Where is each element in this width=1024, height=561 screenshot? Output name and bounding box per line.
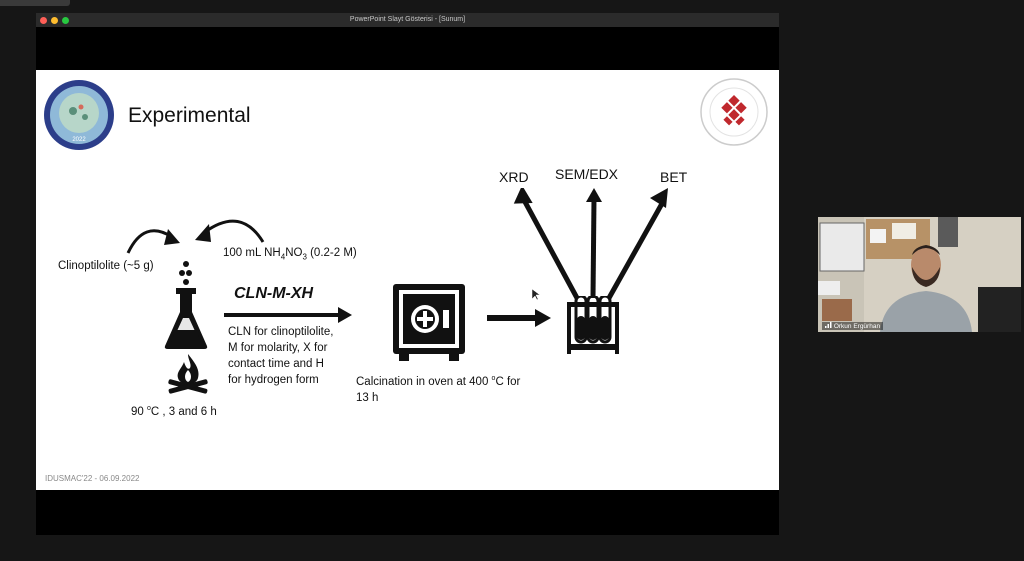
slide bbox=[36, 70, 779, 490]
video-feed bbox=[818, 217, 1021, 332]
participant-video[interactable] bbox=[818, 217, 1021, 332]
maximize-window-button[interactable] bbox=[62, 17, 69, 24]
solution-label: 100 mL $NH_4NO_3$ (0.2-2 M) bbox=[223, 247, 357, 262]
conference-logo bbox=[43, 79, 115, 151]
close-window-button[interactable] bbox=[40, 17, 47, 24]
sample-code-label: CLN-M-XH bbox=[234, 285, 314, 302]
particles-icon bbox=[176, 260, 196, 290]
xrd-label: XRD bbox=[499, 169, 529, 185]
screen-corner-chip bbox=[0, 0, 70, 6]
slide-title: Experimental bbox=[128, 104, 251, 127]
test-tubes-icon bbox=[567, 296, 619, 354]
sem-edx-label: SEM/EDX bbox=[555, 166, 619, 182]
presentation-window bbox=[36, 13, 779, 535]
description-line: contact time and H bbox=[228, 358, 324, 370]
signal-icon bbox=[825, 322, 832, 328]
sample-code-description bbox=[228, 324, 333, 388]
calcination-label: Calcination in oven at 400 $^o$C for 13 h bbox=[356, 375, 521, 404]
curved-arrow-icon bbox=[124, 215, 194, 257]
participant-name: Orkun Ergürhan bbox=[833, 323, 881, 330]
analysis-arrows bbox=[512, 188, 672, 300]
participant-name-tag bbox=[822, 322, 883, 330]
description-line: CLN for clinoptilolite, bbox=[228, 326, 334, 338]
conference-logo-year: 2022 bbox=[72, 137, 86, 143]
right-arrow-icon bbox=[487, 309, 552, 327]
description-line: M for molarity, X for bbox=[228, 342, 328, 354]
clinoptilolite-label: Clinoptilolite (~5 g) bbox=[58, 260, 154, 272]
right-arrow-icon bbox=[224, 307, 354, 323]
fire-icon bbox=[166, 354, 210, 396]
oven-icon bbox=[393, 284, 465, 362]
slide-footer: IDUSMAC'22 - 06.09.2022 bbox=[45, 474, 140, 483]
description-line: for hydrogen form bbox=[228, 374, 319, 386]
window-title: PowerPoint Slayt Gösterisi - [Sunum] bbox=[349, 16, 466, 23]
window-titlebar bbox=[36, 13, 779, 27]
minimize-window-button[interactable] bbox=[51, 17, 58, 24]
temperature-label: 90 $^o$C , 3 and 6 h bbox=[131, 405, 217, 418]
flask-icon bbox=[163, 288, 209, 350]
university-logo bbox=[699, 77, 769, 147]
bet-label: BET bbox=[660, 169, 688, 185]
